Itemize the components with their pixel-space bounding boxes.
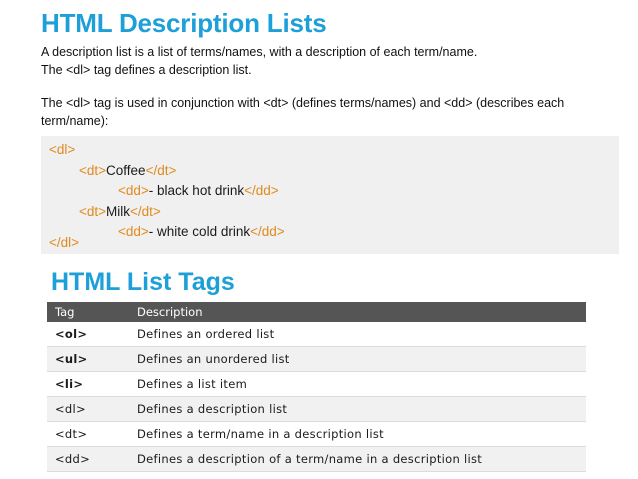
description-cell: Defines a description list <box>129 397 586 422</box>
column-header-tag: Tag <box>47 302 129 322</box>
list-tags-table <box>47 302 586 472</box>
intro-paragraph-1 <box>41 44 601 79</box>
code-line-desc-2 <box>118 222 285 243</box>
intro-line-2: The <dl> tag defines a description list. <box>41 62 252 77</box>
code-line-term-2 <box>79 202 161 223</box>
tag-cell: <dl> <box>47 397 129 422</box>
code-term: Milk <box>106 203 131 219</box>
code-tag: <dd> <box>118 224 149 239</box>
tag-cell: <li> <box>47 372 129 397</box>
tag-cell: <dt> <box>47 422 129 447</box>
code-term: Coffee <box>106 162 146 178</box>
code-tag: </dt> <box>145 162 177 178</box>
code-tag: </dd> <box>244 183 279 198</box>
code-tag: </dd> <box>250 224 285 239</box>
tag-cell: <ol> <box>47 322 129 347</box>
column-header-description: Description <box>129 302 586 322</box>
code-description: - black hot drink <box>148 183 245 198</box>
table-row <box>47 322 586 347</box>
code-tag: <dt> <box>79 162 107 178</box>
description-cell: Defines an ordered list <box>129 322 586 347</box>
table-header-row <box>47 302 586 322</box>
code-example <box>41 136 619 254</box>
code-tag: </dl> <box>49 235 80 250</box>
code-tag: <dt> <box>79 203 107 219</box>
code-line-dl-close <box>49 233 79 254</box>
table-row <box>47 397 586 422</box>
intro-paragraph-2: The <dl> tag is used in conjunction with <dt> (defines terms/names) and <dd> (describes each term/name): <box>41 96 565 128</box>
table-row <box>47 447 586 472</box>
intro-line-1: A description list is a list of terms/names, with a description of each term/name. <box>41 45 478 59</box>
section-title: HTML List Tags <box>51 268 235 296</box>
table-row <box>47 372 586 397</box>
description-cell: Defines an unordered list <box>129 347 586 372</box>
code-tag: <dl> <box>49 142 76 157</box>
code-tag: <dd> <box>118 183 149 198</box>
page-title: HTML Description Lists <box>41 8 327 38</box>
code-line-dl-open <box>49 140 75 161</box>
description-cell: Defines a description of a term/name in a description list <box>129 447 586 472</box>
code-tag: </dt> <box>130 203 161 219</box>
code-line-term-1 <box>79 161 176 182</box>
table-row <box>47 347 586 372</box>
code-line-desc-1 <box>118 181 279 202</box>
code-description: - white cold drink <box>148 224 251 239</box>
table-row <box>47 422 586 447</box>
tag-cell: <dd> <box>47 447 129 472</box>
description-cell: Defines a term/name in a description list <box>129 422 586 447</box>
description-cell: Defines a list item <box>129 372 586 397</box>
tag-cell: <ul> <box>47 347 129 372</box>
